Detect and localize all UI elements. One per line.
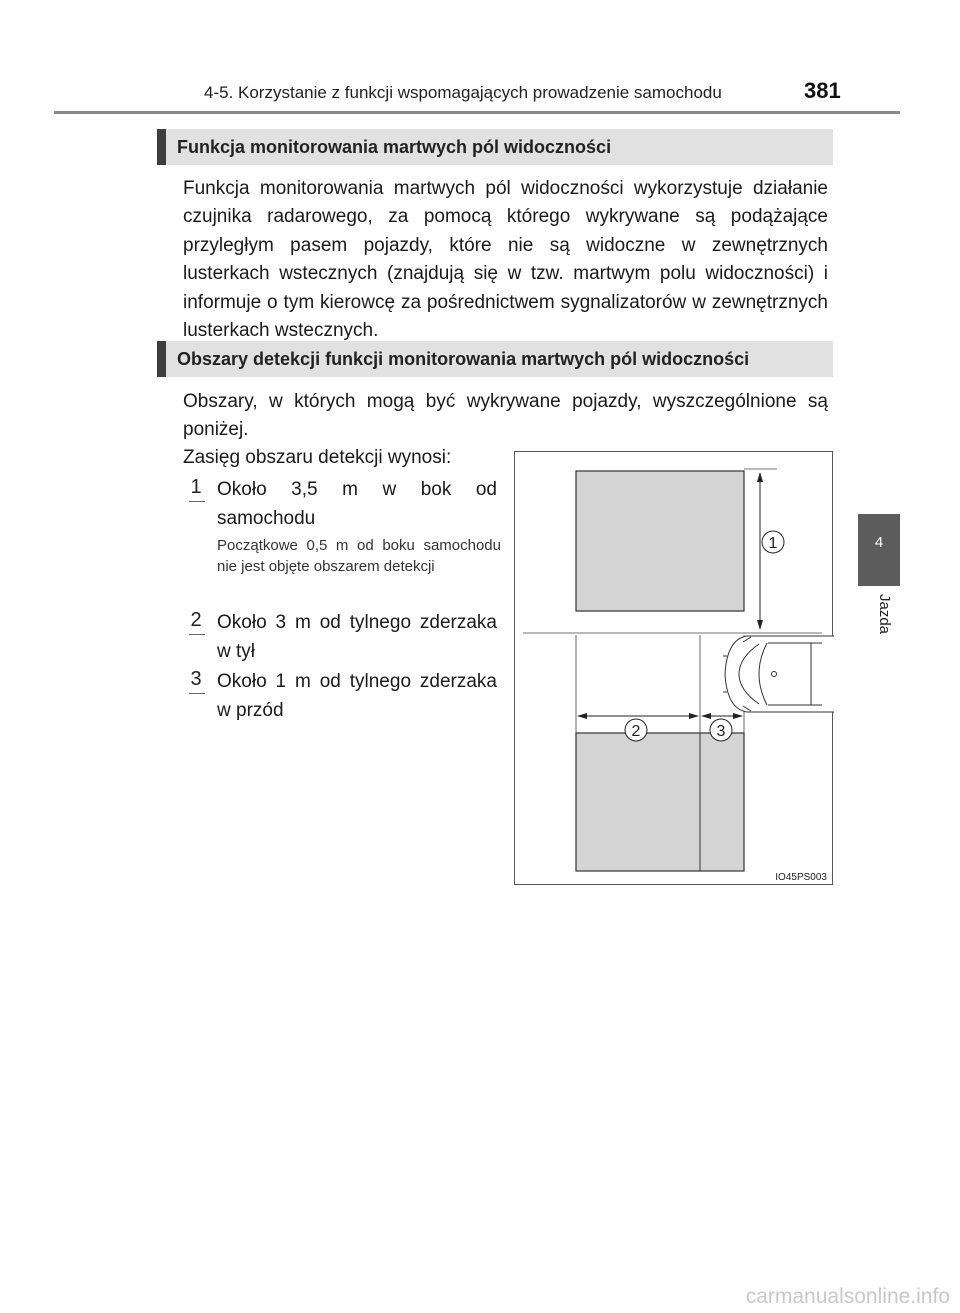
detection-intro-text: Obszary, w których mogą być wykrywane pojazdy, wyszczególnione są poniżej. (183, 391, 828, 441)
chapter-label: Jazda (876, 594, 893, 635)
list-number-1 (186, 476, 206, 502)
list-number-2 (186, 609, 206, 635)
chapter-number: 4 (874, 534, 884, 551)
list-number-label: 2 (190, 609, 202, 631)
section-marker (157, 129, 166, 165)
callout-1-label: 1 (768, 535, 778, 552)
header-rule (54, 111, 900, 114)
list-number-underline (189, 501, 205, 502)
list-item-1-text: Około 3,5 m w bok od samochodu (217, 479, 497, 529)
running-head: 4-5. Korzystanie z funkcji wspomagających prowadzenie samochodu (204, 83, 722, 102)
page-number: 381 (804, 78, 841, 103)
callout-2-label: 2 (631, 723, 641, 740)
list-number-label: 3 (190, 668, 202, 690)
list-number-3 (186, 668, 206, 694)
range-label: Zasięg obszaru detekcji wynosi: (183, 447, 452, 468)
callout-layer (515, 452, 834, 886)
callout-3-label: 3 (716, 723, 726, 740)
section-heading-blind-spot-monitor (157, 129, 833, 165)
figure-code: IO45PS003 (775, 872, 827, 883)
list-item-1-note: Początkowe 0,5 m od boku samochodu nie jest objęte obszarem detekcji (217, 537, 501, 575)
detection-area-figure (514, 451, 833, 885)
section-body-text: Funkcja monitorowania martwych pól widoczności wykorzystuje działanie czujnika radarowego, za pomocą którego wykrywane są podążające przyległym pasem pojazdy, które nie są widoczne w zewnętrznych lusterkach wstecznych (znajdują się w tzw. martwym polu widoczności) i informuje o tym kierowcę za pośrednictwem sygnalizatorów w zewnętrznych lusterkach wstecznych. (183, 178, 828, 342)
list-number-label: 1 (190, 476, 202, 498)
section-title: Funkcja monitorowania martwych pól widoczności (177, 137, 612, 157)
list-item-3-text: Około 1 m od tylnego zderzaka w przód (217, 671, 497, 721)
chapter-tab (858, 514, 900, 586)
section-title: Obszary detekcji funkcji monitorowania martwych pól widoczności (177, 349, 750, 369)
list-number-underline (189, 634, 205, 635)
list-number-underline (189, 693, 205, 694)
section-heading-detection-areas (157, 341, 833, 377)
section-marker (157, 341, 166, 377)
footer-watermark: carmanualsonline.info (745, 1285, 950, 1308)
list-item-2-text: Około 3 m od tylnego zderzaka w tył (217, 612, 497, 662)
